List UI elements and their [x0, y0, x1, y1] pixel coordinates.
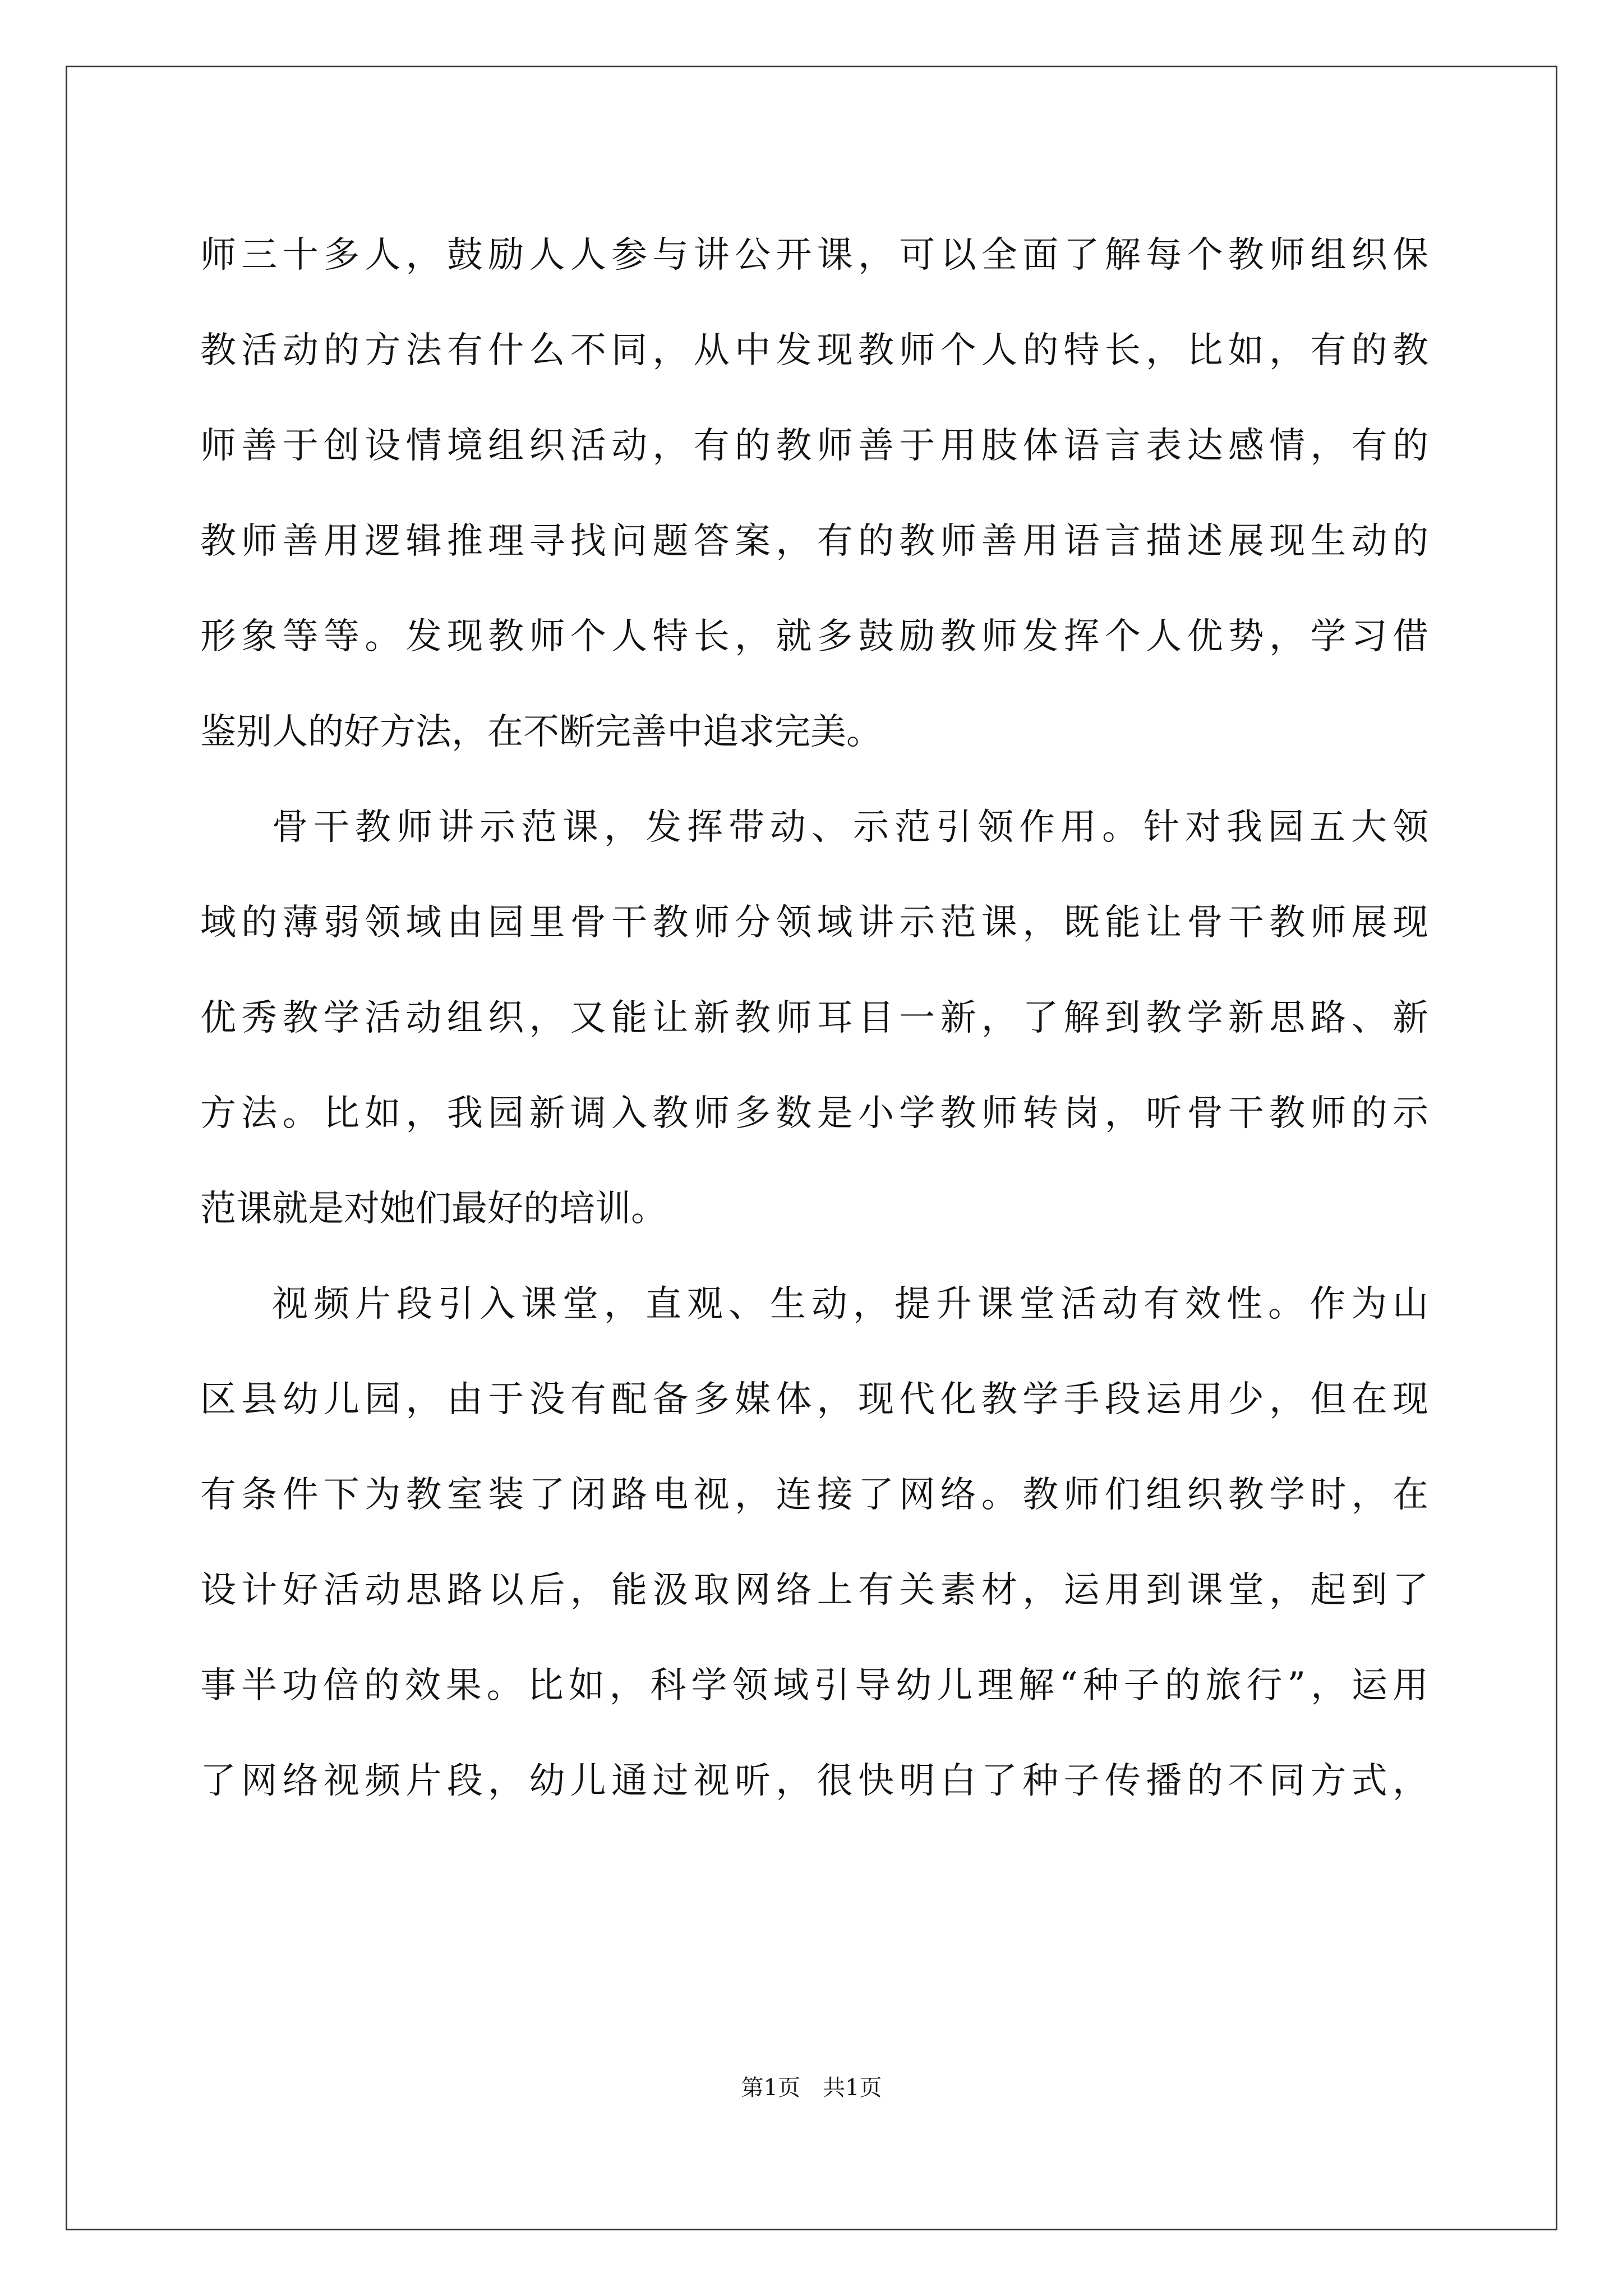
page-footer — [0, 2070, 1623, 2102]
paragraph-2 — [200, 780, 1428, 1257]
paragraph-1 — [200, 208, 1428, 780]
text-line: 视频片段引入课堂，直观、生动，提升课堂活动有效性。作为山 — [272, 1283, 1428, 1325]
text-line: 域的薄弱领域由园里骨干教师分领域讲示范课，既能让骨干教师展现 — [200, 902, 1428, 944]
text-line: 优秀教学活动组织，又能让新教师耳目一新，了解到教学新思路、新 — [200, 997, 1428, 1039]
page-number: 第1页 — [741, 2075, 800, 2101]
text-line: 设计好活动思路以后，能汲取网络上有关素材，运用到课堂，起到了 — [200, 1570, 1428, 1611]
text-line: 教师善用逻辑推理寻找问题答案，有的教师善用语言描述展现生动的 — [200, 521, 1428, 562]
text-line: 事半功倍的效果。比如，科学领域引导幼儿理解“种子的旅行”，运用 — [200, 1665, 1428, 1706]
paragraph-3 — [200, 1257, 1428, 1829]
page-total: 共1页 — [823, 2075, 882, 2101]
text-line: 鉴别人的好方法，在不断完善中追求完美。 — [200, 711, 882, 753]
text-line: 方法。比如，我园新调入教师多数是小学教师转岗，听骨干教师的示 — [200, 1093, 1428, 1134]
text-line: 了网络视频片段，幼儿通过视听，很快明白了种子传播的不同方式， — [200, 1760, 1428, 1802]
text-line: 师善于创设情境组织活动，有的教师善于用肢体语言表达感情，有的 — [200, 425, 1428, 467]
document-body — [200, 208, 1428, 1829]
text-line: 有条件下为教室装了闭路电视，连接了网络。教师们组织教学时，在 — [200, 1474, 1428, 1516]
text-line: 范课就是对她们最好的培训。 — [200, 1188, 667, 1230]
text-line: 教活动的方法有什么不同，从中发现教师个人的特长，比如，有的教 — [200, 330, 1428, 371]
text-line: 师三十多人，鼓励人人参与讲公开课，可以全面了解每个教师组织保 — [200, 234, 1428, 276]
text-line: 形象等等。发现教师个人特长，就多鼓励教师发挥个人优势，学习借 — [200, 616, 1428, 657]
text-line: 骨干教师讲示范课，发挥带动、示范引领作用。针对我园五大领 — [272, 807, 1428, 848]
text-line: 区县幼儿园，由于没有配备多媒体，现代化教学手段运用少，但在现 — [200, 1379, 1428, 1420]
